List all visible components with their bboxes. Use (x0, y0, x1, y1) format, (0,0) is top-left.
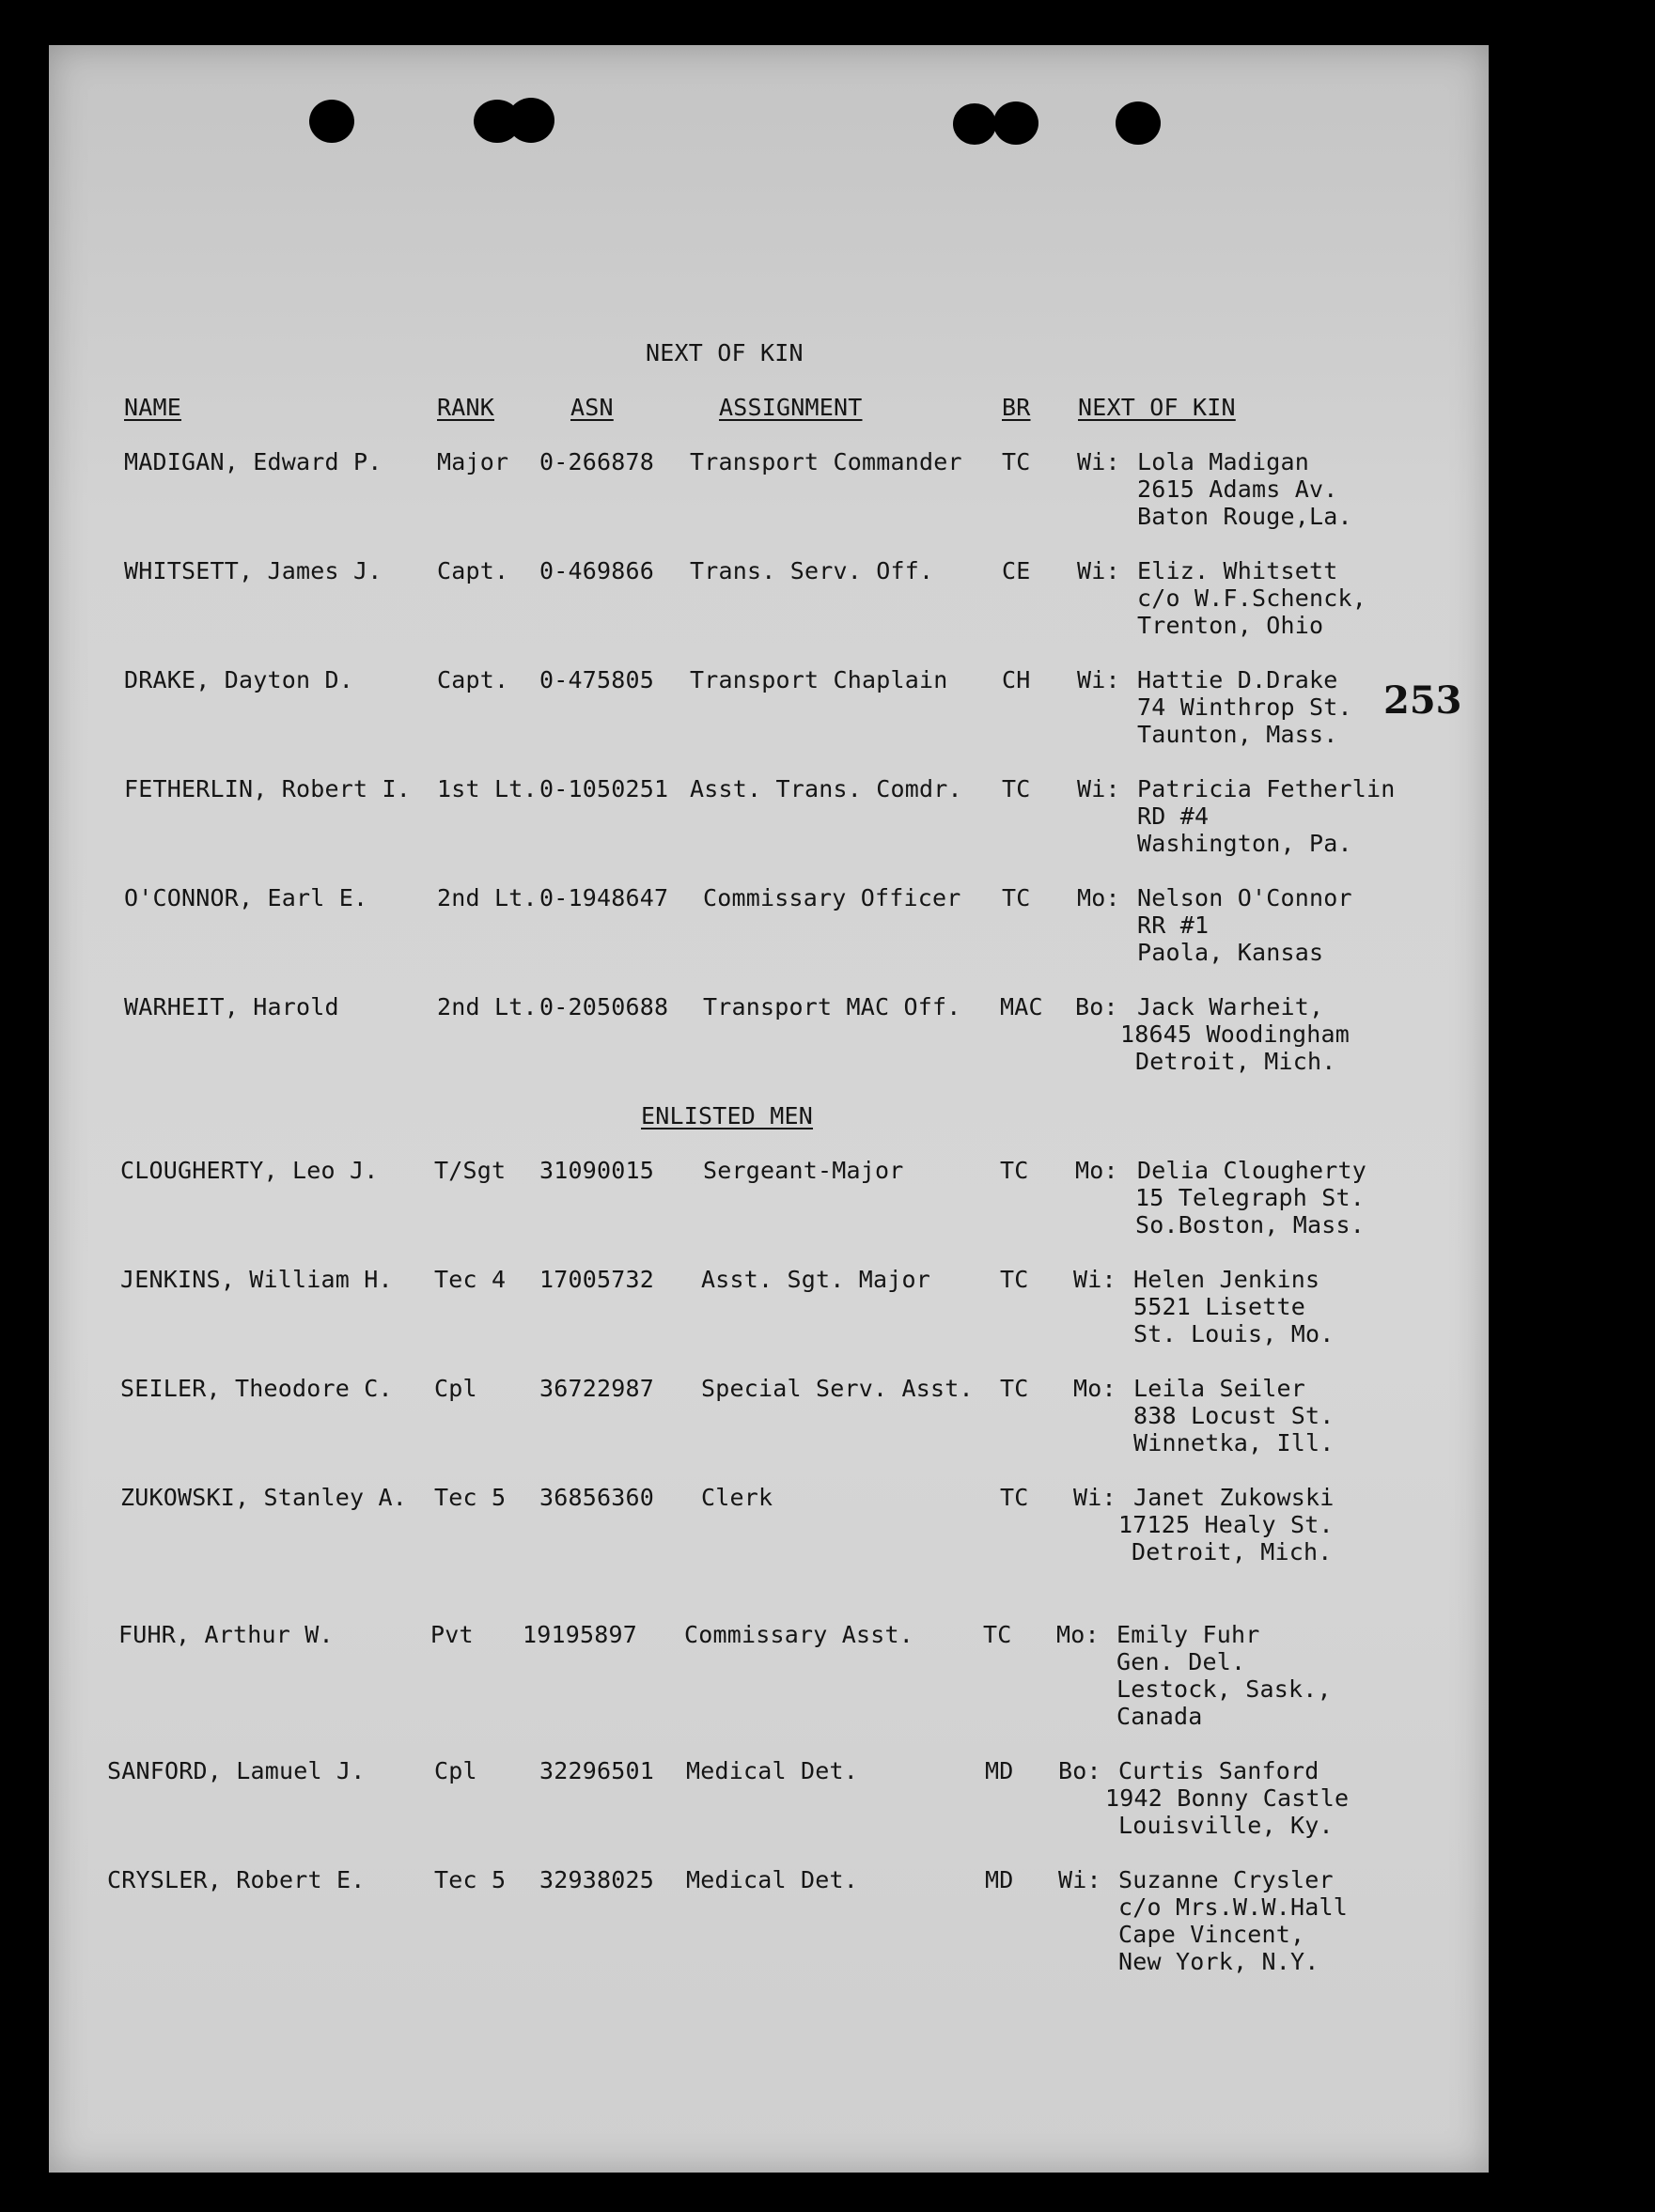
kin-line: Curtis Sanford (1118, 1757, 1319, 1784)
punch-hole (507, 98, 554, 143)
kin-line: 17125 Healy St. (1118, 1511, 1334, 1538)
kin-line: c/o Mrs.W.W.Hall (1118, 1893, 1349, 1921)
kin-line: Suzanne Crysler (1118, 1866, 1334, 1893)
cell-rank: Tec 4 (434, 1266, 507, 1293)
kin-line: Jack Warheit, (1137, 993, 1324, 1020)
kin-line: 74 Winthrop St. (1137, 693, 1352, 721)
cell-asn: 17005732 (539, 1266, 655, 1293)
cell-name: O'CONNOR, Earl E. (124, 884, 368, 911)
kin-line: Canada (1116, 1703, 1203, 1730)
cell-assignment: Clerk (701, 1484, 773, 1511)
cell-asn: 32938025 (539, 1866, 655, 1893)
kin-line: 15 Telegraph St. (1135, 1184, 1366, 1211)
kin-line: c/o W.F.Schenck, (1137, 584, 1367, 612)
kin-line: New York, N.Y. (1118, 1948, 1319, 1975)
kin-line: Nelson O'Connor (1137, 884, 1352, 911)
document-page (49, 45, 1489, 2173)
kin-line: So.Boston, Mass. (1135, 1211, 1366, 1238)
cell-rank: Cpl (434, 1375, 477, 1402)
cell-branch: TC (1000, 1375, 1029, 1402)
cell-assignment: Commissary Officer (703, 884, 961, 911)
cell-asn: 0-469866 (539, 557, 655, 584)
cell-relation: Mo: (1075, 1157, 1118, 1184)
cell-asn: 32296501 (539, 1757, 655, 1784)
cell-name: FUHR, Arthur W. (118, 1621, 334, 1648)
cell-relation: Mo: (1056, 1621, 1100, 1648)
kin-line: Trenton, Ohio (1137, 612, 1324, 639)
kin-line: St. Louis, Mo. (1133, 1320, 1335, 1347)
cell-relation: Wi: (1077, 448, 1120, 475)
cell-assignment: Transport Chaplain (690, 666, 948, 693)
kin-line: Helen Jenkins (1133, 1266, 1320, 1293)
cell-name: MADIGAN, Edward P. (124, 448, 383, 475)
cell-branch: MD (985, 1866, 1014, 1893)
cell-branch: CE (1002, 557, 1031, 584)
kin-line: 5521 Lisette (1133, 1293, 1306, 1320)
cell-relation: Bo: (1075, 993, 1118, 1020)
cell-relation: Wi: (1073, 1484, 1116, 1511)
kin-line: RR #1 (1137, 911, 1210, 939)
cell-asn: 19195897 (523, 1621, 638, 1648)
kin-line: 2615 Adams Av. (1137, 475, 1338, 503)
cell-asn: 0-2050688 (539, 993, 669, 1020)
cell-rank: Major (437, 448, 509, 475)
header-assignment: ASSIGNMENT (719, 394, 863, 421)
cell-name: JENKINS, William H. (120, 1266, 393, 1293)
cell-branch: TC (1000, 1157, 1029, 1184)
cell-name: SEILER, Theodore C. (120, 1375, 393, 1402)
cell-asn: 36722987 (539, 1375, 655, 1402)
cell-relation: Wi: (1058, 1866, 1101, 1893)
cell-name: FETHERLIN, Robert I. (124, 775, 412, 802)
cell-relation: Wi: (1077, 557, 1120, 584)
punch-hole (309, 100, 354, 143)
cell-rank: Cpl (434, 1757, 477, 1784)
cell-name: CLOUGHERTY, Leo J. (120, 1157, 379, 1184)
kin-line: Detroit, Mich. (1135, 1048, 1336, 1075)
cell-assignment: Transport MAC Off. (703, 993, 961, 1020)
cell-asn: 0-1948647 (539, 884, 669, 911)
kin-line: Eliz. Whitsett (1137, 557, 1338, 584)
kin-line: Taunton, Mass. (1137, 721, 1338, 748)
cell-branch: MAC (1000, 993, 1043, 1020)
page-number: 253 (1383, 678, 1462, 723)
header-rank: RANK (437, 394, 495, 421)
kin-line: Lola Madigan (1137, 448, 1310, 475)
cell-rank: Tec 5 (434, 1484, 507, 1511)
cell-assignment: Trans. Serv. Off. (690, 557, 934, 584)
cell-relation: Wi: (1077, 775, 1120, 802)
cell-branch: TC (1002, 884, 1031, 911)
cell-name: DRAKE, Dayton D. (124, 666, 354, 693)
cell-assignment: Medical Det. (686, 1757, 859, 1784)
header-name: NAME (124, 394, 182, 421)
header-next-of-kin: NEXT OF KIN (1078, 394, 1236, 421)
cell-name: WHITSETT, James J. (124, 557, 383, 584)
cell-assignment: Medical Det. (686, 1866, 859, 1893)
cell-relation: Bo: (1058, 1757, 1101, 1784)
cell-name: WARHEIT, Harold (124, 993, 339, 1020)
cell-rank: Pvt (430, 1621, 474, 1648)
kin-line: Detroit, Mich. (1132, 1538, 1333, 1566)
kin-line: Gen. Del. (1116, 1648, 1246, 1675)
cell-asn: 0-475805 (539, 666, 655, 693)
cell-name: SANFORD, Lamuel J. (107, 1757, 366, 1784)
kin-line: Louisville, Ky. (1118, 1812, 1334, 1839)
cell-branch: MD (985, 1757, 1014, 1784)
kin-line: Cape Vincent, (1118, 1921, 1305, 1948)
kin-line: Hattie D.Drake (1137, 666, 1338, 693)
header-asn: ASN (570, 394, 614, 421)
cell-relation: Mo: (1073, 1375, 1116, 1402)
kin-line: Janet Zukowski (1133, 1484, 1335, 1511)
section-heading-enlisted: ENLISTED MEN (641, 1102, 814, 1129)
cell-relation: Wi: (1073, 1266, 1116, 1293)
kin-line: Patricia Fetherlin (1137, 775, 1396, 802)
cell-branch: TC (1000, 1266, 1029, 1293)
kin-line: Baton Rouge,La. (1137, 503, 1352, 530)
kin-line: Winnetka, Ill. (1133, 1429, 1335, 1456)
kin-line: Emily Fuhr (1116, 1621, 1260, 1648)
header-branch: BR (1002, 394, 1031, 421)
cell-assignment: Commissary Asst. (684, 1621, 914, 1648)
cell-rank: Tec 5 (434, 1866, 507, 1893)
cell-branch: TC (983, 1621, 1012, 1648)
cell-asn: 0-1050251 (539, 775, 669, 802)
cell-assignment: Special Serv. Asst. (701, 1375, 974, 1402)
page-title: NEXT OF KIN (646, 339, 804, 366)
kin-line: RD #4 (1137, 802, 1210, 830)
punch-hole (993, 101, 1038, 145)
cell-asn: 0-266878 (539, 448, 655, 475)
punch-hole (1116, 101, 1161, 145)
cell-assignment: Sergeant-Major (703, 1157, 904, 1184)
cell-relation: Wi: (1077, 666, 1120, 693)
cell-assignment: Asst. Sgt. Major (701, 1266, 931, 1293)
cell-name: ZUKOWSKI, Stanley A. (120, 1484, 408, 1511)
kin-line: Lestock, Sask., (1116, 1675, 1332, 1703)
cell-branch: CH (1002, 666, 1031, 693)
kin-line: Leila Seiler (1133, 1375, 1306, 1402)
kin-line: 1942 Bonny Castle (1105, 1784, 1350, 1812)
cell-rank: Capt. (437, 557, 509, 584)
cell-rank: T/Sgt (434, 1157, 507, 1184)
cell-relation: Mo: (1077, 884, 1120, 911)
cell-branch: TC (1000, 1484, 1029, 1511)
kin-line: Paola, Kansas (1137, 939, 1324, 966)
punch-hole (953, 103, 996, 145)
cell-rank: 2nd Lt. (437, 993, 538, 1020)
cell-name: CRYSLER, Robert E. (107, 1866, 366, 1893)
cell-assignment: Asst. Trans. Comdr. (690, 775, 962, 802)
kin-line: Washington, Pa. (1137, 830, 1352, 857)
cell-asn: 31090015 (539, 1157, 655, 1184)
cell-rank: 2nd Lt. (437, 884, 538, 911)
cell-rank: 1st Lt. (437, 775, 538, 802)
cell-rank: Capt. (437, 666, 509, 693)
cell-assignment: Transport Commander (690, 448, 962, 475)
kin-line: Delia Clougherty (1137, 1157, 1367, 1184)
kin-line: 838 Locust St. (1133, 1402, 1335, 1429)
cell-asn: 36856360 (539, 1484, 655, 1511)
cell-branch: TC (1002, 775, 1031, 802)
kin-line: 18645 Woodingham (1120, 1020, 1351, 1048)
cell-branch: TC (1002, 448, 1031, 475)
